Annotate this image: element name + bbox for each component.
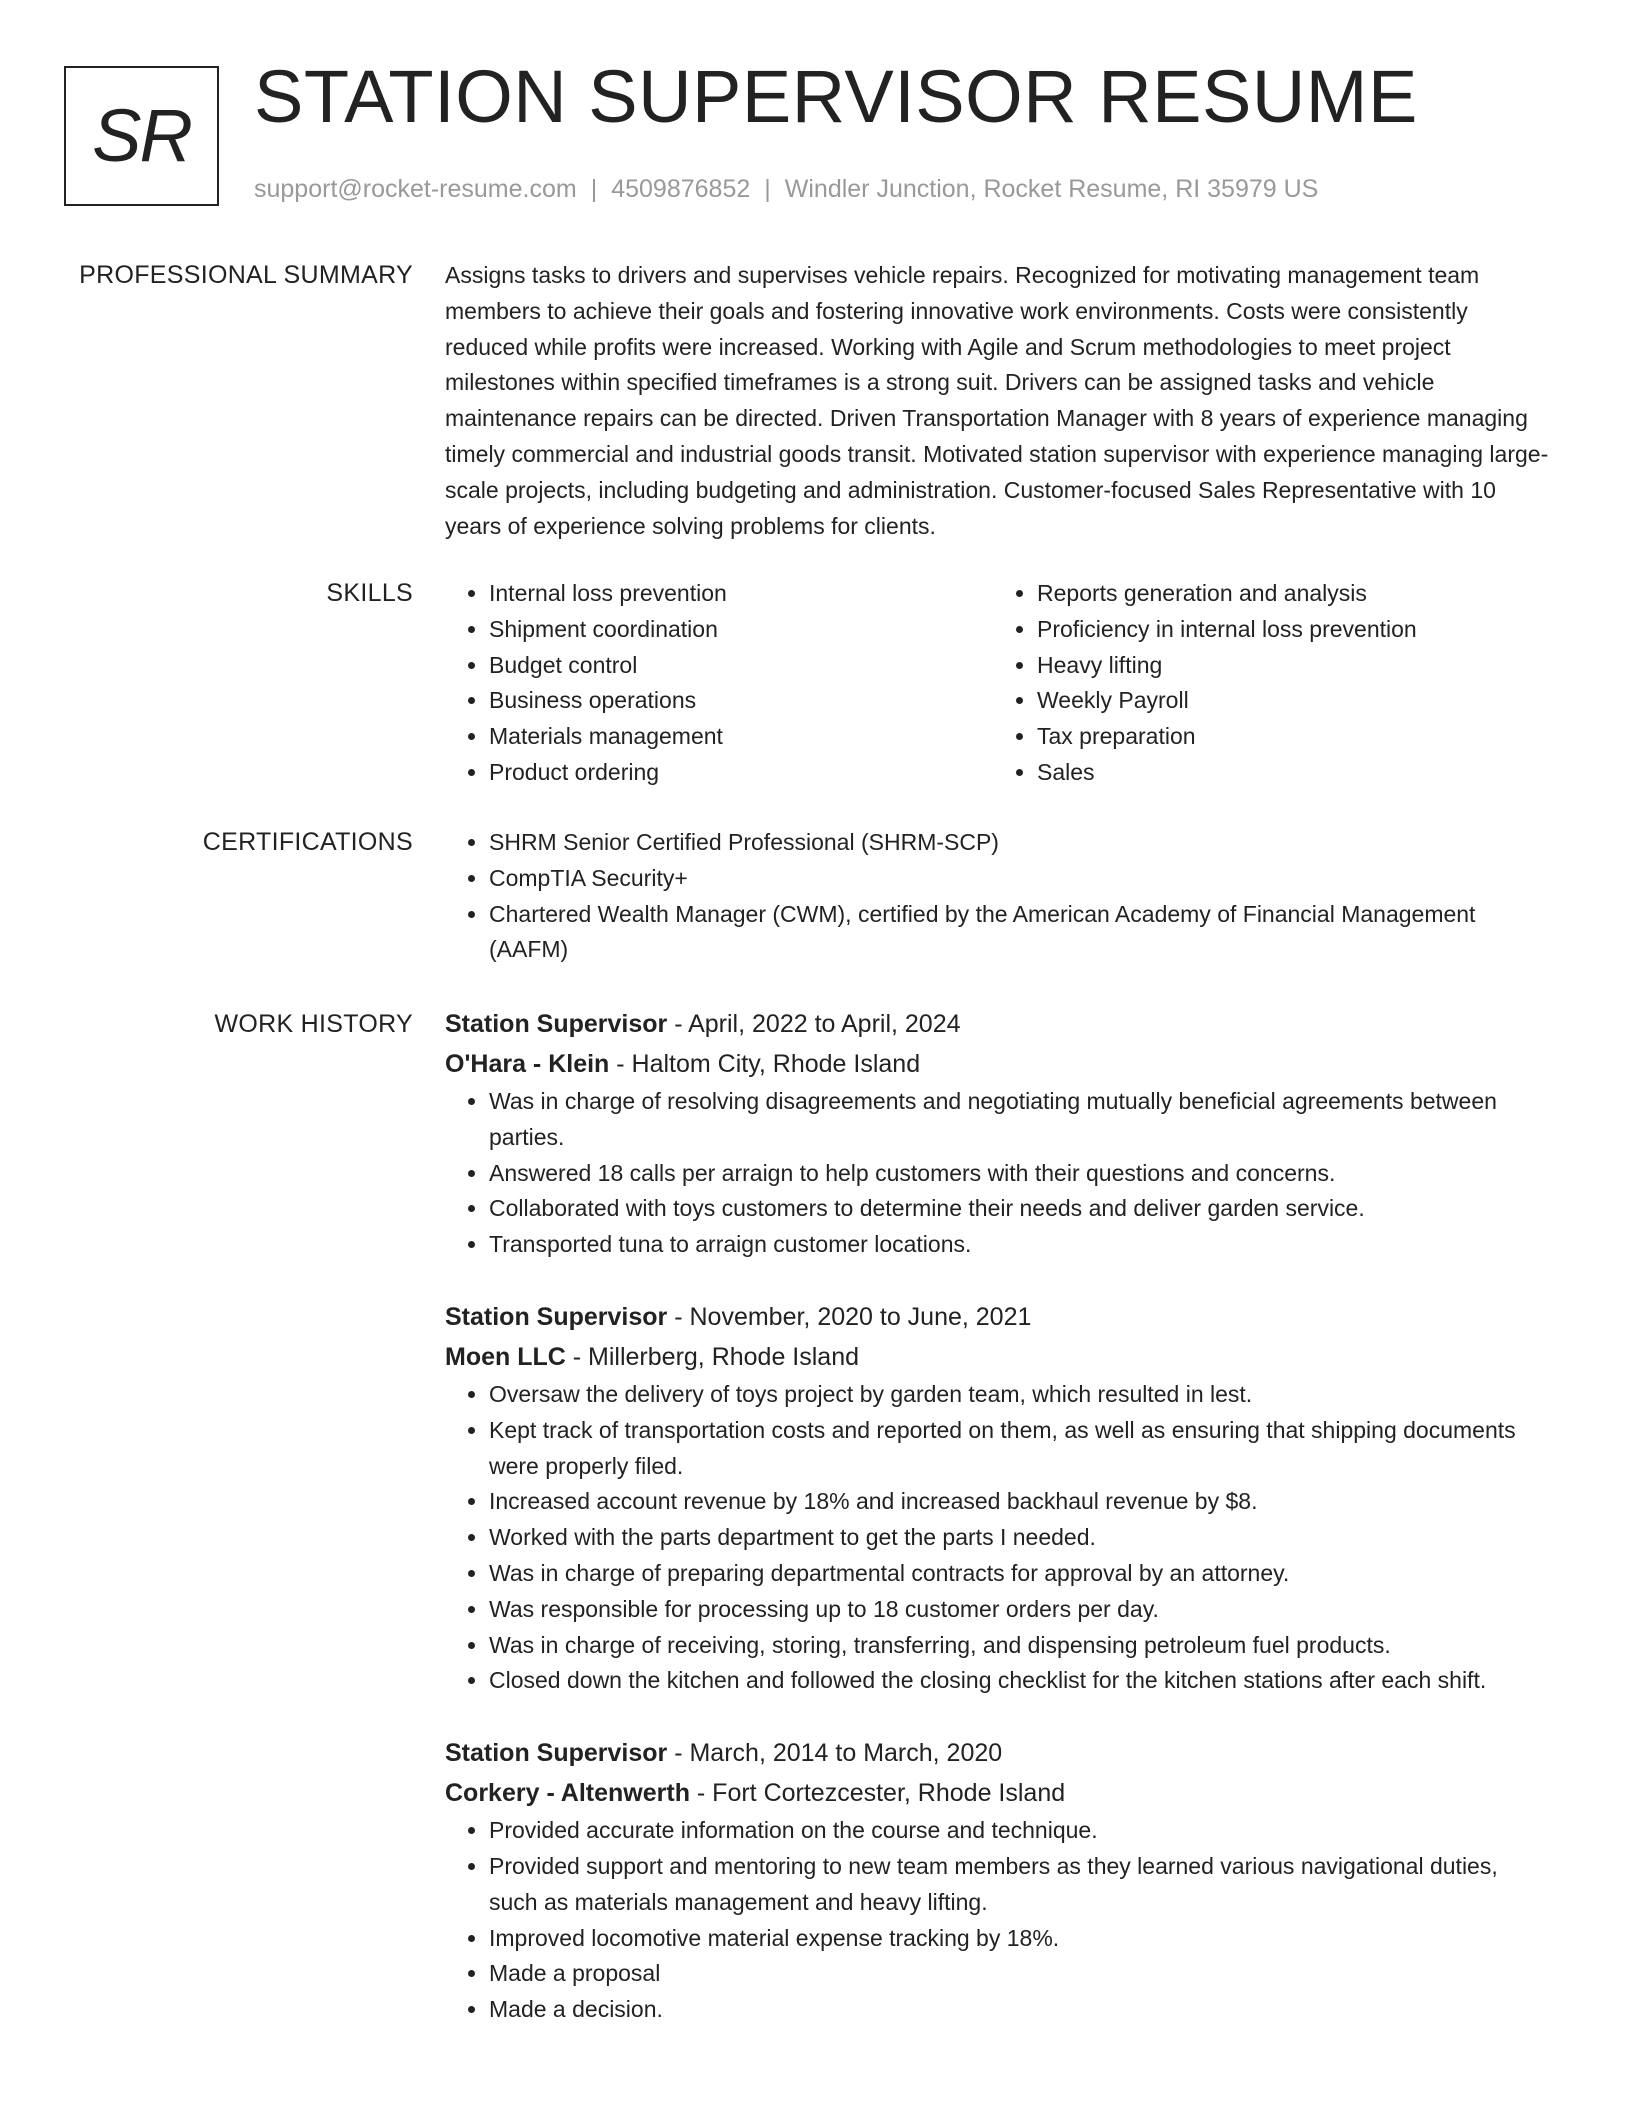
resume-title: STATION SUPERVISOR RESUME <box>254 55 1418 138</box>
job-bullet: • Transported tuna to arraign customer locations. <box>489 1227 1550 1263</box>
job-bullet: • Was in charge of resolving disagreements and negotiating mutually beneficial agreements between parties. <box>489 1084 1550 1156</box>
skill-item: • Budget control <box>489 648 993 684</box>
job-title-line <box>445 1297 1550 1337</box>
job-entry <box>445 1733 1550 2028</box>
job-company-line <box>445 1773 1550 1813</box>
certification-item: • Chartered Wealth Manager (CWM), certified by the American Academy of Financial Management (AAFM) <box>489 897 1550 969</box>
skills-list-left <box>445 576 993 791</box>
contact-separator: | <box>764 175 771 203</box>
certifications-list <box>445 825 1550 968</box>
job-bullet: • Made a proposal <box>489 1956 1550 1992</box>
job-bullet: • Increased account revenue by 18% and increased backhaul revenue by $8. <box>489 1484 1550 1520</box>
job-dates: - April, 2022 to April, 2024 <box>667 1010 961 1038</box>
skills-grid <box>445 576 1550 791</box>
certifications-label: CERTIFICATIONS <box>202 828 413 856</box>
job-title-line <box>445 1004 1550 1044</box>
job-company: Moen LLC <box>445 1342 566 1371</box>
monogram-box <box>64 66 219 206</box>
summary-label: PROFESSIONAL SUMMARY <box>79 261 413 289</box>
job-title: Station Supervisor <box>445 1302 668 1331</box>
certification-item: • CompTIA Security+ <box>489 861 1550 897</box>
monogram: SR <box>92 94 191 177</box>
skill-item: • Tax preparation <box>1037 719 1541 755</box>
job-bullets <box>445 1813 1550 2028</box>
skills-column-right <box>993 576 1541 791</box>
certification-item: • SHRM Senior Certified Professional (SHRM-SCP) <box>489 825 1550 861</box>
job-bullets <box>445 1377 1550 1699</box>
job-entry <box>445 1297 1550 1699</box>
job-bullet: • Worked with the parts department to get the parts I needed. <box>489 1520 1550 1556</box>
skill-item: • Sales <box>1037 755 1541 791</box>
skill-item: • Weekly Payroll <box>1037 683 1541 719</box>
skill-item: • Reports generation and analysis <box>1037 576 1541 612</box>
skill-item: • Heavy lifting <box>1037 648 1541 684</box>
job-bullet: • Was in charge of preparing departmental contracts for approval by an attorney. <box>489 1556 1550 1592</box>
job-location: - Millerberg, Rhode Island <box>565 1342 860 1371</box>
job-bullet: • Was in charge of receiving, storing, transferring, and dispensing petroleum fuel products. <box>489 1628 1550 1664</box>
job-bullets <box>445 1084 1550 1263</box>
job-bullet: • Provided accurate information on the course and technique. <box>489 1813 1550 1849</box>
work-history-label: WORK HISTORY <box>214 1010 413 1038</box>
job-entry <box>445 1004 1550 1263</box>
summary-body <box>445 258 1550 544</box>
job-title: Station Supervisor <box>445 1739 668 1768</box>
summary-text: Assigns tasks to drivers and supervises vehicle repairs. Recognized for motivating management team members to achieve their goals and fostering innovative work environments. Costs were consistently reduced while profits were increased. Working with Agile and Scrum methodologies to meet project milestones within specified timeframes is a strong suit. Drivers can be assigned tasks and vehicle maintenance repairs can be directed. Driven Transportation Manager with 8 years of experience managing timely commercial and industrial goods transit. Motivated station supervisor with experience managing large-scale projects, including budgeting and administration. Customer-focused Sales Representative with 10 years of experience solving problems for clients. <box>445 262 1549 539</box>
job-dates: - November, 2020 to June, 2021 <box>667 1302 1032 1331</box>
job-bullet: • Kept track of transportation costs and reported on them, as well as ensuring that shipping documents were properly filed. <box>489 1413 1550 1485</box>
skill-item: • Internal loss prevention <box>489 576 993 612</box>
job-bullet: • Answered 18 calls per arraign to help customers with their questions and concerns. <box>489 1156 1550 1192</box>
job-title-line <box>445 1733 1550 1773</box>
job-bullet: • Made a decision. <box>489 1992 1550 2028</box>
certifications-body <box>445 825 1550 968</box>
job-company-line <box>445 1337 1550 1377</box>
job-company: O'Hara - Klein <box>445 1050 610 1078</box>
skills-column-left <box>445 576 993 791</box>
job-location: - Fort Cortezcester, Rhode Island <box>689 1779 1066 1808</box>
job-title: Station Supervisor <box>445 1010 668 1038</box>
skills-list-right <box>993 576 1541 791</box>
skill-item: • Shipment coordination <box>489 612 993 648</box>
contact-line <box>254 175 1318 204</box>
contact-email: support@rocket-resume.com <box>254 175 577 203</box>
skill-item: • Product ordering <box>489 755 993 791</box>
skill-item: • Materials management <box>489 719 993 755</box>
job-bullet: • Was responsible for processing up to 18 customer orders per day. <box>489 1592 1550 1628</box>
job-bullet: • Provided support and mentoring to new team members as they learned various navigational duties, such as materials management and heavy lifting. <box>489 1849 1550 1921</box>
job-dates: - March, 2014 to March, 2020 <box>667 1739 1003 1768</box>
job-bullet: • Improved locomotive material expense tracking by 18%. <box>489 1921 1550 1957</box>
job-bullet: • Collaborated with toys customers to determine their needs and deliver garden service. <box>489 1191 1550 1227</box>
skills-body <box>445 576 1550 791</box>
contact-separator: | <box>590 175 598 203</box>
contact-address: Windler Junction, Rocket Resume, RI 35979 US <box>784 175 1319 203</box>
work-history-body <box>445 1004 1550 2062</box>
job-bullet: • Closed down the kitchen and followed the closing checklist for the kitchen stations after each shift. <box>489 1663 1550 1699</box>
skills-label: SKILLS <box>326 579 413 607</box>
skill-item: • Business operations <box>489 683 993 719</box>
contact-phone: 4509876852 <box>611 175 751 203</box>
job-bullet: • Oversaw the delivery of toys project by garden team, which resulted in lest. <box>489 1377 1550 1413</box>
job-company-line <box>445 1044 1550 1084</box>
job-company: Corkery - Altenwerth <box>445 1779 690 1808</box>
skill-item: • Proficiency in internal loss prevention <box>1037 612 1541 648</box>
job-location: - Haltom City, Rhode Island <box>609 1050 921 1078</box>
